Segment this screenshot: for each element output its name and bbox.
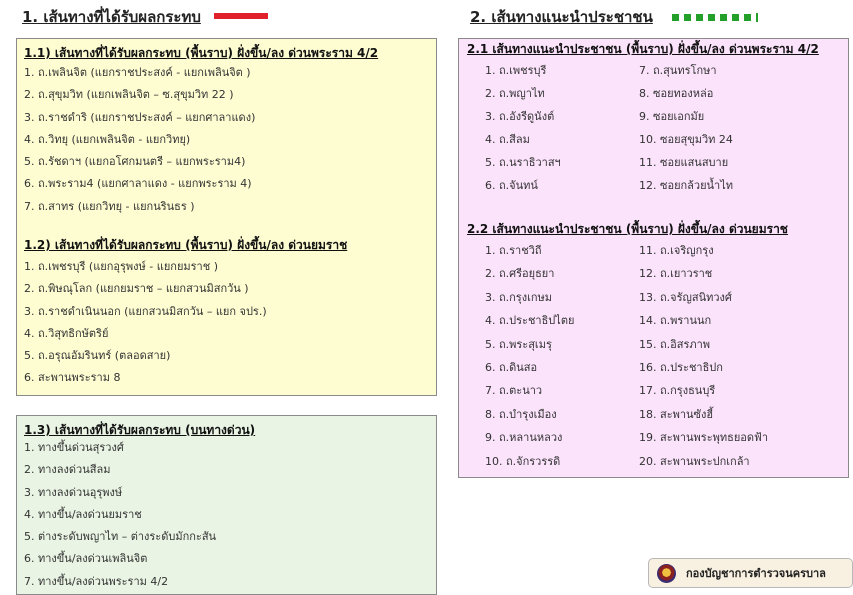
list-item: 15. ถ.อิสรภาพ xyxy=(639,337,711,351)
list-item: 8. ถ.บำรุงเมือง xyxy=(485,407,557,421)
recommended-routes-box xyxy=(458,38,849,478)
list-item: 6. สะพานพระราม 8 xyxy=(24,371,121,385)
organization-name: กองบัญชาการตำรวจนครบาล xyxy=(686,567,826,580)
list-item: 13. ถ.จรัญสนิทวงศ์ xyxy=(639,290,732,304)
list-item: 5. ต่างระดับพญาไท – ต่างระดับมักกะสัน xyxy=(24,530,217,544)
group-2-2-right-list xyxy=(639,239,768,473)
group-1-2-title: 1.2) เส้นทางที่ได้รับผลกระทบ (พื้นราบ) ฝั่งขึ้น/ลง ด่วนยมราช xyxy=(24,238,348,252)
list-item: 2. ถ.พิษณุโลก (แยกยมราช – แยกสวนมิสกวัน ) xyxy=(24,282,249,296)
list-item: 17. ถ.กรุงธนบุรี xyxy=(639,384,716,398)
list-item: 3. ทางลงด่วนอุรุพงษ์ xyxy=(24,485,123,499)
affected-routes-ground-box xyxy=(16,38,437,396)
list-item: 5. ถ.นราธิวาสฯ xyxy=(485,156,561,170)
list-item: 5. ถ.รัชดาฯ (แยกอโศกมนตรี – แยกพระราม4) xyxy=(24,155,246,169)
group-2-2-title: 2.2 เส้นทางแนะนำประชาชน (พื้นราบ) ฝั่งขึ้น/ลง ด่วนยมราช xyxy=(467,222,788,236)
section1-heading: 1. เส้นทางที่ได้รับผลกระทบ xyxy=(22,8,201,26)
group-1-3-list xyxy=(24,437,216,593)
list-item: 11. ถ.เจริญกรุง xyxy=(639,244,714,257)
list-item: 16. ถ.ประชาธิปก xyxy=(639,360,723,374)
list-item: 1. ถ.เพชรบุรี (แยกอุรุพงษ์ - แยกยมราช ) xyxy=(24,260,218,273)
list-item: 8. ซอยทองหล่อ xyxy=(639,87,714,101)
list-item: 4. ถ.สีลม xyxy=(485,133,530,147)
list-item: 7. ถ.ตะนาว xyxy=(485,384,543,398)
section2-accent-dots xyxy=(672,13,758,22)
group-2-1-right-list xyxy=(639,59,733,198)
list-item: 4. ถ.วิสุทธิกษัตริย์ xyxy=(24,326,109,340)
list-item: 6. ถ.จันทน์ xyxy=(485,179,538,193)
list-item: 19. สะพานพระพุทธยอดฟ้า xyxy=(639,431,769,445)
list-item: 6. ทางขึ้น/ลงด่วนเพลินจิต xyxy=(24,552,148,566)
list-item: 1. ถ.เพชรบุรี xyxy=(485,64,547,77)
list-item: 3. ถ.ราชดำริ (แยกราชประสงค์ – แยกศาลาแดง) xyxy=(24,110,256,124)
list-item: 6. ถ.ดินสอ xyxy=(485,360,538,374)
list-item: 3. ถ.กรุงเกษม xyxy=(485,290,553,304)
group-2-1-title: 2.1 เส้นทางแนะนำประชาชน (พื้นราบ) ฝั่งขึ้น/ลง ด่วนพระราม 4/2 xyxy=(467,42,819,56)
list-item: 3. ถ.อังรีดูนังต์ xyxy=(485,110,555,124)
list-item: 3. ถ.ราชดำเนินนอก (แยกสวนมิสกวัน – แยก จปร.) xyxy=(24,304,267,318)
list-item: 2. ถ.พญาไท xyxy=(485,87,545,101)
section1-accent-bar xyxy=(214,13,268,19)
list-item: 5. ถ.อรุณอัมรินทร์ (ตลอดสาย) xyxy=(24,349,171,363)
list-item: 10. ซอยสุขุมวิท 24 xyxy=(639,133,733,147)
group-2-1-left-list xyxy=(485,59,561,198)
list-item: 7. ถ.สาทร (แยกวิทยุ - แยกนรินธร ) xyxy=(24,199,195,213)
list-item: 9. ถ.หลานหลวง xyxy=(485,431,563,445)
list-item: 1. ถ.ราชวิถี xyxy=(485,244,542,257)
list-item: 2. ทางลงด่วนสีลม xyxy=(24,463,111,477)
list-item: 4. ถ.วิทยุ (แยกเพลินจิต - แยกวิทยุ) xyxy=(24,132,191,146)
list-item: 9. ซอยเอกมัย xyxy=(639,110,705,124)
list-item: 2. ถ.สุขุมวิท (แยกเพลินจิต – ซ.สุขุมวิท 22 ) xyxy=(24,88,234,102)
group-1-1-title: 1.1) เส้นทางที่ได้รับผลกระทบ (พื้นราบ) ฝั่งขึ้น/ลง ด่วนพระราม 4/2 xyxy=(24,46,379,60)
list-item: 1. ทางขึ้นด่วนสุรวงศ์ xyxy=(24,441,124,454)
group-1-3-title: 1.3) เส้นทางที่ได้รับผลกระทบ (บนทางด่วน) xyxy=(24,423,256,437)
list-item: 12. ถ.เยาวราช xyxy=(639,267,713,281)
list-item: 5. ถ.พระสุเมรุ xyxy=(485,337,552,351)
list-item: 2. ถ.ศรีอยุธยา xyxy=(485,267,555,281)
list-item: 4. ถ.ประชาธิปไตย xyxy=(485,314,575,328)
list-item: 7. ทางขึ้น/ลงด่วนพระราม 4/2 xyxy=(24,574,169,588)
list-item: 6. ถ.พระราม4 (แยกศาลาแดง - แยกพระราม 4) xyxy=(24,177,252,191)
list-item: 20. สะพานพระปกเกล้า xyxy=(639,454,750,468)
list-item: 11. ซอยแสนสบาย xyxy=(639,156,729,170)
organization-badge xyxy=(648,558,853,588)
group-1-2-list xyxy=(24,256,267,390)
list-item: 14. ถ.พรานนก xyxy=(639,314,712,328)
list-item: 7. ถ.สุนทรโกษา xyxy=(639,64,717,77)
group-2-2-left-list xyxy=(485,239,574,473)
list-item: 1. ถ.เพลินจิต (แยกราชประสงค์ - แยกเพลินจิต ) xyxy=(24,66,251,79)
section2-heading: 2. เส้นทางแนะนำประชาชน xyxy=(470,8,653,26)
list-item: 4. ทางขึ้น/ลงด่วนยมราช xyxy=(24,507,142,521)
list-item: 18. สะพานซังฮี้ xyxy=(639,407,714,421)
list-item: 10. ถ.จักรวรรดิ xyxy=(485,454,561,468)
group-1-1-list xyxy=(24,62,255,218)
list-item: 12. ซอยกล้วยน้ำไท xyxy=(639,179,734,193)
affected-routes-expressway-box xyxy=(16,415,437,595)
